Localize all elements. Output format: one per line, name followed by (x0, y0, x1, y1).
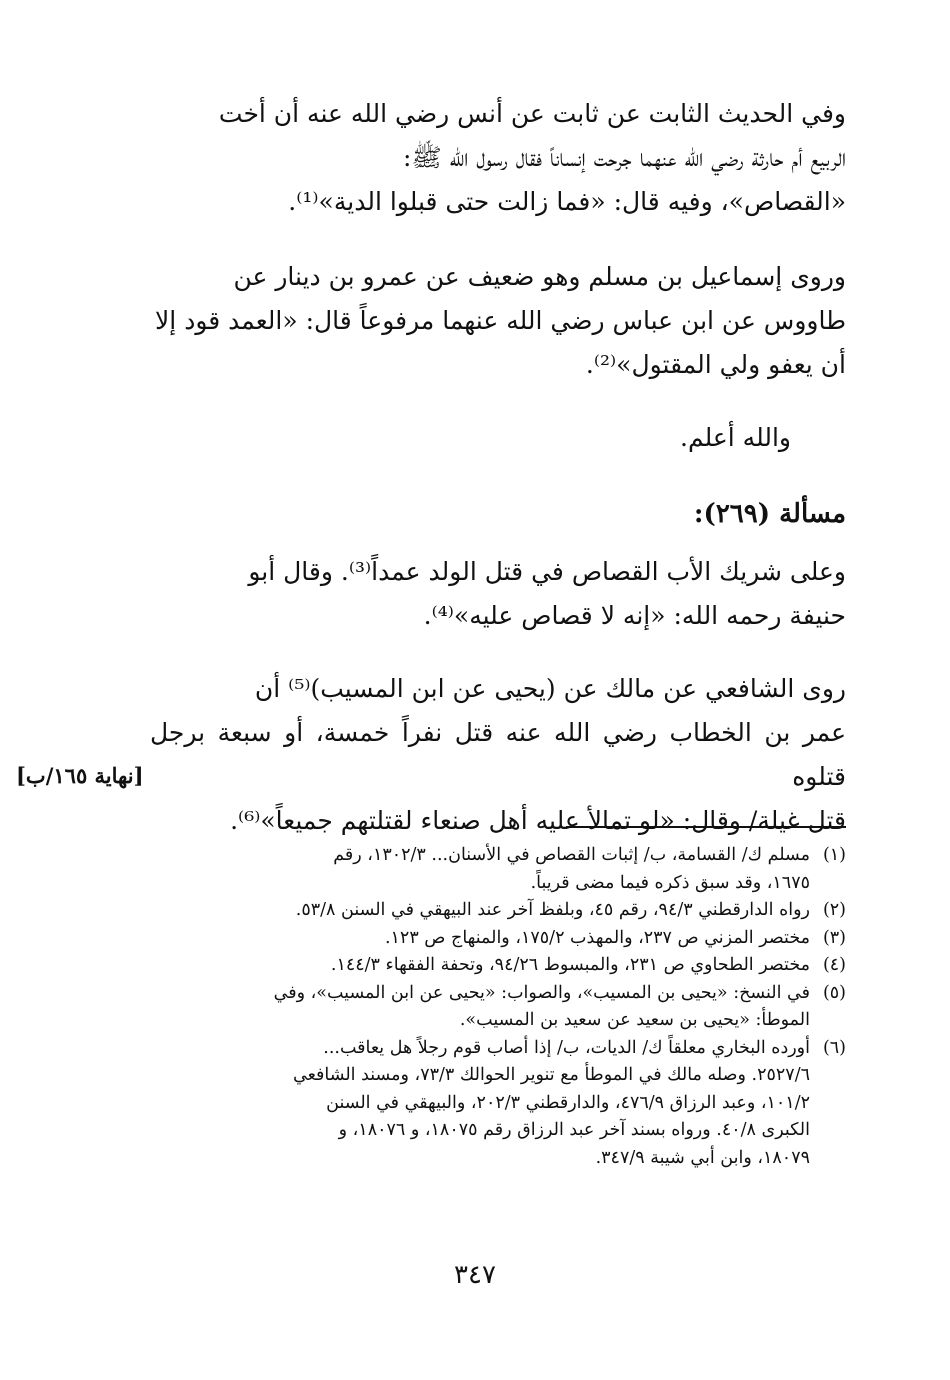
footnote-line: في النسخ: «يحيى بن المسيب»، والصواب: «يحيى عن ابن المسيب»، وفي (273, 982, 810, 1003)
text-line: والله أعلم. (680, 423, 791, 452)
footnote-item (150, 897, 846, 925)
text-line: أن يعفو ولي المقتول»⁽²⁾. (585, 350, 846, 379)
footnote-line: مختصر المزني ص ٢٣٧، والمهذب ١٧٥/٢، والمنهاج ص ١٢٣. (384, 927, 810, 948)
paragraph-hadith-rubayyi (150, 92, 846, 224)
footnote-text (150, 952, 810, 980)
paragraph-father-partner (150, 550, 846, 638)
footnote-line: ١٦٧٥، وقد سبق ذكره فيما مضى قريباً. (530, 872, 810, 893)
page-number: ٣٤٧ (454, 1260, 496, 1290)
footnote-text (150, 842, 810, 897)
footnote-item (150, 952, 846, 980)
footnote-number: (١) (822, 845, 846, 865)
text-line: روى الشافعي عن مالك عن (يحيى عن ابن المسيب)⁽⁵⁾ أن (254, 674, 846, 703)
footnote-line: ١٨٠٧٩، وابن أبي شيبة ٣٤٧/٩. (595, 1147, 810, 1168)
footnote-number: (٢) (822, 900, 846, 920)
footnote-line: الكبرى ٤٠/٨. ورواه بسند آخر عبد الرزاق رقم ١٨٠٧٥، و ١٨٠٧٦، و (338, 1120, 810, 1140)
paragraph-ismail-narration (150, 255, 846, 387)
footnote-item (150, 980, 846, 1035)
text-line: حنيفة رحمه الله: «إنه لا قصاص عليه»⁽⁴⁾. (423, 601, 846, 630)
footnote-number: (٦) (822, 1037, 846, 1058)
text-line: وروى إسماعيل بن مسلم وهو ضعيف عن عمرو بن دينار عن (233, 262, 846, 291)
footnote-line: الموطأ: «يحيى بن سعيد عن سعيد بن المسيب». (459, 1010, 810, 1030)
footnote-line: رواه الدارقطني ٩٤/٣، رقم ٤٥، وبلفظ آخر عند البيهقي في السنن ٥٣/٨. (295, 900, 810, 920)
text-line: عمر بن الخطاب رضي الله عنه قتل نفراً خمسة، أو سبعة برجل قتلوه (150, 718, 846, 791)
text-line: وعلى شريك الأب القصاص في قتل الولد عمداً⁽³⁾. وقال أبو (248, 557, 846, 586)
footnote-divider (566, 826, 846, 828)
text-line: وفي الحديث الثابت عن ثابت عن أنس رضي الله عنه أن أخت (218, 99, 846, 128)
text-line: طاووس عن ابن عباس رضي الله عنهما مرفوعاً قال: «العمد قود إلا (155, 306, 846, 335)
footnote-text (150, 925, 810, 953)
footnote-item (150, 842, 846, 897)
section-heading: مسألة (٢٦٩): (693, 499, 846, 529)
text-line: «القصاص»، وفيه قال: «فما زالت حتى قبلوا الدية»⁽¹⁾. (288, 187, 846, 216)
footnote-line: مختصر الطحاوي ص ٢٣١، والمبسوط ٩٤/٢٦، وتحفة الفقهاء ١٤٤/٣. (330, 955, 810, 975)
paragraph-shafii-narration (150, 667, 846, 843)
text-line: الربيع أم حارثة رضي الله عنهما جرحت إنساناً فقال رسول الله ﷺ: (403, 143, 846, 172)
footnotes (150, 842, 846, 1172)
footnote-text (150, 1035, 810, 1173)
manuscript-margin-note: [نهاية ١٦٥/ب] (16, 763, 144, 788)
footnote-text (150, 980, 810, 1035)
footnote-number: (٤) (822, 955, 846, 975)
footnote-item (150, 1035, 846, 1173)
paragraph-closing (150, 416, 846, 460)
footnote-line: ١٠١/٢، وعبد الرزاق ٤٧٦/٩، والدارقطني ٢٠٢/٣، والبيهقي في السنن (326, 1092, 810, 1113)
footnote-item (150, 925, 846, 953)
footnote-line: مسلم ك/ القسامة، ب/ إثبات القصاص في الأسنان... ١٣٠٢/٣، رقم (333, 845, 810, 865)
footnote-text (150, 897, 810, 925)
footnote-line: أورده البخاري معلقاً ك/ الديات، ب/ إذا أصاب قوم رجلاً هل يعاقب... (323, 1037, 810, 1058)
footnote-number: (٥) (822, 982, 846, 1003)
footnote-line: ٢٥٢٧/٦. وصله مالك في الموطأ مع تنوير الحوالك ٧٣/٣، ومسند الشافعي (292, 1065, 810, 1085)
text-line: قتل غيلة/ وقال: «لو تمالأ عليه أهل صنعاء لقتلتهم جميعاً»⁽⁶⁾. (230, 806, 846, 835)
footnote-number: (٣) (822, 927, 846, 948)
